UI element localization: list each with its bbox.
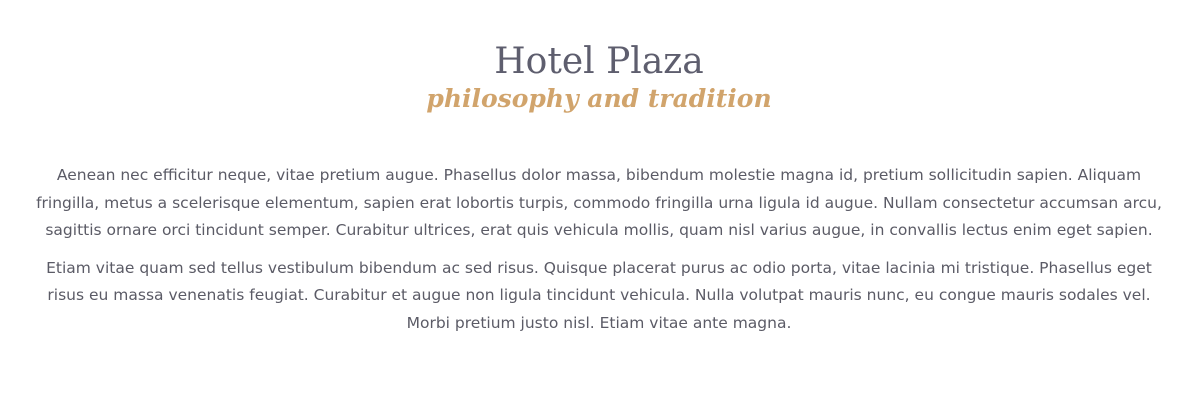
body-text: [30, 162, 1168, 337]
page-title: Hotel Plaza: [494, 41, 704, 82]
paragraph-intro: Aenean nec efficitur neque, vitae pretium augue. Phasellus dolor massa, bibendum molestie magna id, pretium sollicitudin sapien. Aliquam fringilla, metus a scelerisque elementum, sapien erat lobortis turpis, commodo fringilla urna ligula id augue. Nullam consectetur accumsan arcu, sagittis ornare orci tincidunt semper. Curabitur ultrices, erat quis vehicula mollis, quam nisl varius augue, in convallis lectus enim eget sapien.: [36, 166, 1162, 239]
paragraph-details: Etiam vitae quam sed tellus vestibulum bibendum ac sed risus. Quisque placerat purus ac odio porta, vitae lacinia mi tristique. Phasellus eget risus eu massa venenatis feugiat. Curabitur et augue non ligula tincidunt vehicula. Nulla volutpat mauris nunc, eu congue mauris sodales vel. Morbi pretium justo nisl. Etiam vitae ante magna.: [46, 258, 1152, 332]
page-subtitle: philosophy and tradition: [426, 84, 772, 113]
